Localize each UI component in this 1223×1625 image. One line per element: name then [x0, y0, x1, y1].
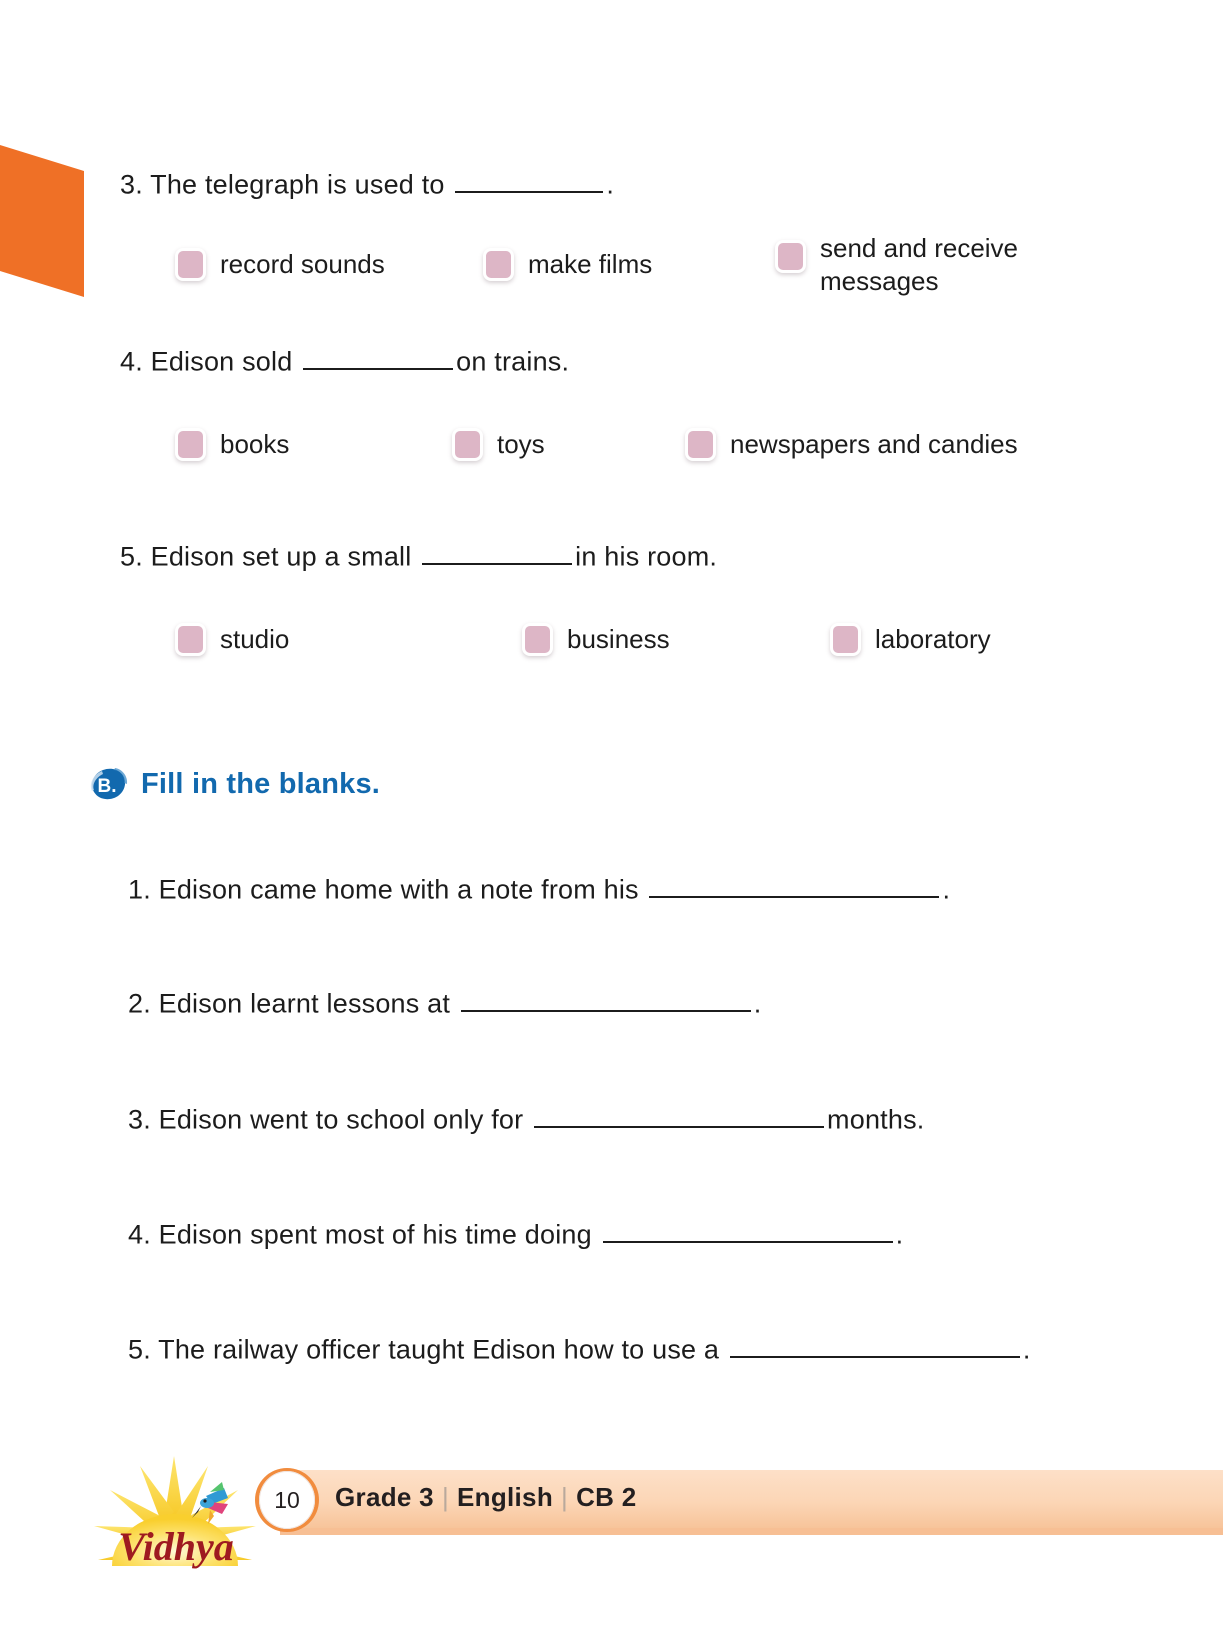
fib-q2-blank: [461, 982, 751, 1012]
mcq-q5-option-3-label: laboratory: [875, 624, 991, 654]
mcq-question-4: [120, 340, 569, 377]
section-b-heading: [88, 762, 380, 806]
mcq-q3-option-3[interactable]: [775, 232, 1070, 299]
mcq-q3-option-2-label: make films: [528, 249, 653, 279]
fib-question-3: [128, 1098, 924, 1135]
mcq-q4-blank: [303, 340, 453, 370]
mcq-q4-option-1-label: books: [220, 429, 290, 459]
mcq-q3-option-1[interactable]: [175, 248, 385, 281]
orange-ribbon-decoration: [0, 145, 92, 297]
mcq-q4-number: 4.: [120, 346, 143, 377]
fib-q5-number: 5.: [128, 1334, 151, 1365]
logo-text: Vidhya: [118, 1524, 234, 1569]
footer-subject: English: [457, 1482, 553, 1512]
mcq-q3-blank: [455, 163, 603, 193]
footer-separator-2: |: [561, 1482, 569, 1512]
fib-q5-text-after: .: [1022, 1334, 1031, 1365]
mcq-q3-option-1-label: record sounds: [220, 249, 385, 279]
fib-question-2: [128, 982, 762, 1019]
mcq-q5-text-before: Edison set up a small: [150, 541, 412, 572]
checkbox-icon[interactable]: [175, 428, 206, 461]
mcq-q4-text-before: Edison sold: [150, 346, 293, 377]
svg-text:B.: B.: [97, 776, 117, 797]
mcq-q4-option-3[interactable]: [685, 428, 1018, 461]
fib-q3-number: 3.: [128, 1104, 151, 1135]
footer-grade: Grade 3: [335, 1482, 434, 1512]
fib-question-5: [128, 1328, 1031, 1365]
fib-q1-number: 1.: [128, 874, 151, 905]
checkbox-icon[interactable]: [483, 248, 514, 281]
mcq-q4-text-after: on trains.: [456, 346, 570, 377]
section-badge-icon: [88, 762, 132, 806]
checkbox-icon[interactable]: [452, 428, 483, 461]
fib-q1-text-before: Edison came home with a note from his: [158, 874, 639, 905]
mcq-q5-option-1-label: studio: [220, 624, 290, 654]
checkbox-icon[interactable]: [522, 623, 553, 656]
fib-q2-text-before: Edison learnt lessons at: [158, 988, 451, 1019]
mcq-q3-number: 3.: [120, 169, 143, 200]
checkbox-icon[interactable]: [175, 248, 206, 281]
fib-question-1: [128, 868, 950, 905]
page-number-badge: [255, 1468, 319, 1532]
mcq-question-5: [120, 535, 717, 572]
mcq-q4-option-2[interactable]: [452, 428, 545, 461]
fib-q4-text-before: Edison spent most of his time doing: [158, 1219, 592, 1250]
fib-q2-number: 2.: [128, 988, 151, 1019]
mcq-q5-option-3[interactable]: [830, 623, 991, 656]
mcq-q5-blank: [422, 535, 572, 565]
fib-q4-number: 4.: [128, 1219, 151, 1250]
fib-q4-text-after: .: [895, 1219, 904, 1250]
section-b-title: Fill in the blanks.: [141, 767, 381, 800]
checkbox-icon[interactable]: [685, 428, 716, 461]
footer-separator-1: |: [441, 1482, 449, 1512]
mcq-q3-text-before: The telegraph is used to: [150, 169, 445, 200]
fib-q3-blank: [534, 1098, 824, 1128]
fib-question-4: [128, 1213, 903, 1250]
page-number: 10: [274, 1486, 300, 1513]
mcq-q5-option-1[interactable]: [175, 623, 289, 656]
mcq-q5-text-after: in his room.: [575, 541, 718, 572]
fib-q1-text-after: .: [942, 874, 951, 905]
mcq-q5-number: 5.: [120, 541, 143, 572]
fib-q4-blank: [603, 1213, 893, 1243]
fib-q5-blank: [730, 1328, 1020, 1358]
footer-book: CB 2: [576, 1482, 637, 1512]
footer-band-shadow: [280, 1528, 1223, 1535]
fib-q3-text-after: months.: [827, 1104, 925, 1135]
mcq-q4-option-3-label: newspapers and candies: [730, 429, 1018, 459]
footer-breadcrumb: [335, 1482, 637, 1513]
mcq-q3-option-2[interactable]: [483, 248, 652, 281]
mcq-q5-option-2[interactable]: [522, 623, 670, 656]
checkbox-icon[interactable]: [830, 623, 861, 656]
checkbox-icon[interactable]: [775, 240, 806, 273]
checkbox-icon[interactable]: [175, 623, 206, 656]
fib-q1-blank: [649, 868, 939, 898]
mcq-q3-text-after: .: [606, 169, 615, 200]
vidhya-logo: [88, 1448, 263, 1600]
fib-q3-text-before: Edison went to school only for: [158, 1104, 524, 1135]
mcq-q5-option-2-label: business: [567, 624, 670, 654]
mcq-q4-option-2-label: toys: [497, 429, 545, 459]
mcq-question-3: [120, 163, 614, 200]
fib-q2-text-after: .: [753, 988, 762, 1019]
fib-q5-text-before: The railway officer taught Edison how to use a: [158, 1334, 720, 1365]
mcq-q4-option-1[interactable]: [175, 428, 289, 461]
mcq-q3-option-3-label: send and receive messages: [820, 233, 1019, 297]
page-number-inner: [259, 1471, 315, 1529]
